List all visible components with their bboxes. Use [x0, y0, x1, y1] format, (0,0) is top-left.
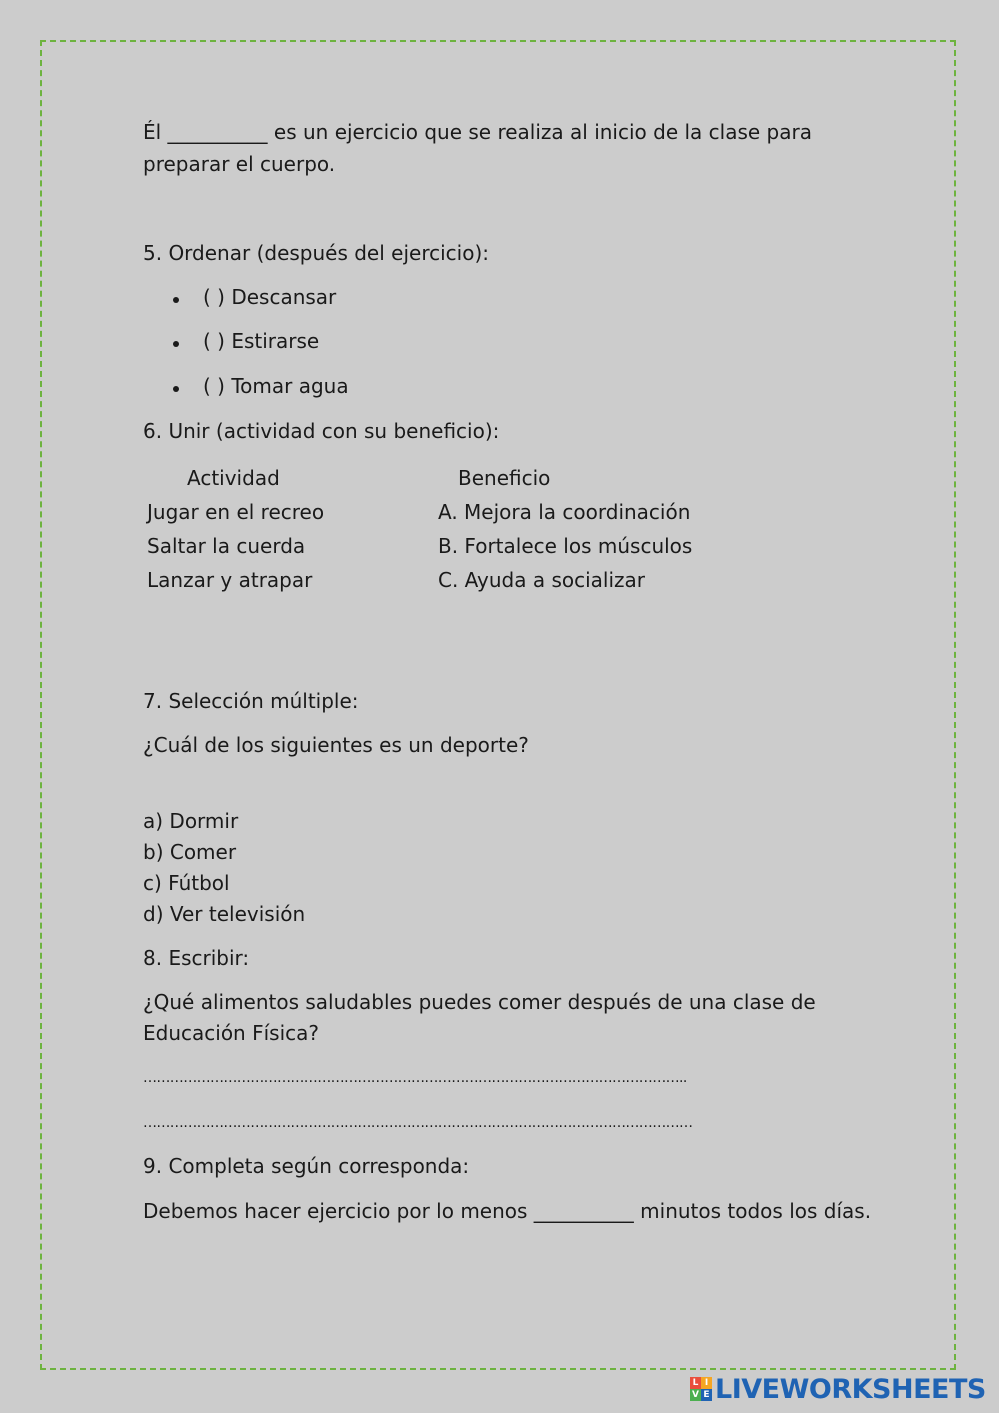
q8-answer-line-2: ……………………………………………………………………………………………………………: [143, 1115, 693, 1131]
logo-letter-e: E: [701, 1389, 712, 1401]
q9-sentence: Debemos hacer ejercicio por lo menos __________ minutos todos los días.: [143, 1199, 872, 1223]
q4-line1: Él __________ es un ejercicio que se realiza al inicio de la clase para: [143, 120, 812, 144]
q5-item-descansar: ( ) Descansar: [203, 285, 337, 309]
q6-actividad-1: Jugar en el recreo: [147, 500, 325, 524]
q6-header-actividad: Actividad: [187, 466, 280, 490]
q5-item-estirarse: ( ) Estirarse: [203, 329, 320, 353]
q4-line2: preparar el cuerpo.: [143, 152, 336, 176]
q8-title: 8. Escribir:: [143, 946, 250, 970]
bullet-icon: [173, 341, 179, 347]
q8-question-line2: Educación Física?: [143, 1021, 319, 1045]
liveworksheets-logo[interactable]: [690, 1372, 986, 1406]
q6-header-beneficio: Beneficio: [458, 466, 551, 490]
bullet-icon: [173, 386, 179, 392]
q7-option-a: a) Dormir: [143, 809, 239, 833]
q6-beneficio-b: B. Fortalece los músculos: [438, 534, 693, 558]
logo-letter-i: I: [701, 1377, 712, 1389]
q7-option-d: d) Ver televisión: [143, 902, 306, 926]
q7-option-b: b) Comer: [143, 840, 237, 864]
q7-title: 7. Selección múltiple:: [143, 689, 359, 713]
liveworksheets-icon: [690, 1377, 712, 1401]
liveworksheets-wordmark: LIVEWORKSHEETS: [715, 1373, 986, 1405]
q8-answer-line-1: …………………………………………………………………………………………………………..: [143, 1070, 687, 1086]
logo-letter-l: L: [690, 1377, 701, 1389]
q5-title: 5. Ordenar (después del ejercicio):: [143, 241, 489, 265]
bullet-icon: [173, 297, 179, 303]
q7-option-c: c) Fútbol: [143, 871, 230, 895]
q8-question-line1: ¿Qué alimentos saludables puedes comer después de una clase de: [143, 990, 816, 1014]
q6-title: 6. Unir (actividad con su beneficio):: [143, 419, 500, 443]
q6-actividad-3: Lanzar y atrapar: [147, 568, 313, 592]
q6-beneficio-a: A. Mejora la coordinación: [438, 500, 691, 524]
q5-item-tomar-agua: ( ) Tomar agua: [203, 374, 349, 398]
q6-actividad-2: Saltar la cuerda: [147, 534, 306, 558]
q6-beneficio-c: C. Ayuda a socializar: [438, 568, 645, 592]
q7-question: ¿Cuál de los siguientes es un deporte?: [143, 733, 529, 757]
q9-title: 9. Completa según corresponda:: [143, 1154, 470, 1178]
logo-letter-v: V: [690, 1389, 701, 1401]
